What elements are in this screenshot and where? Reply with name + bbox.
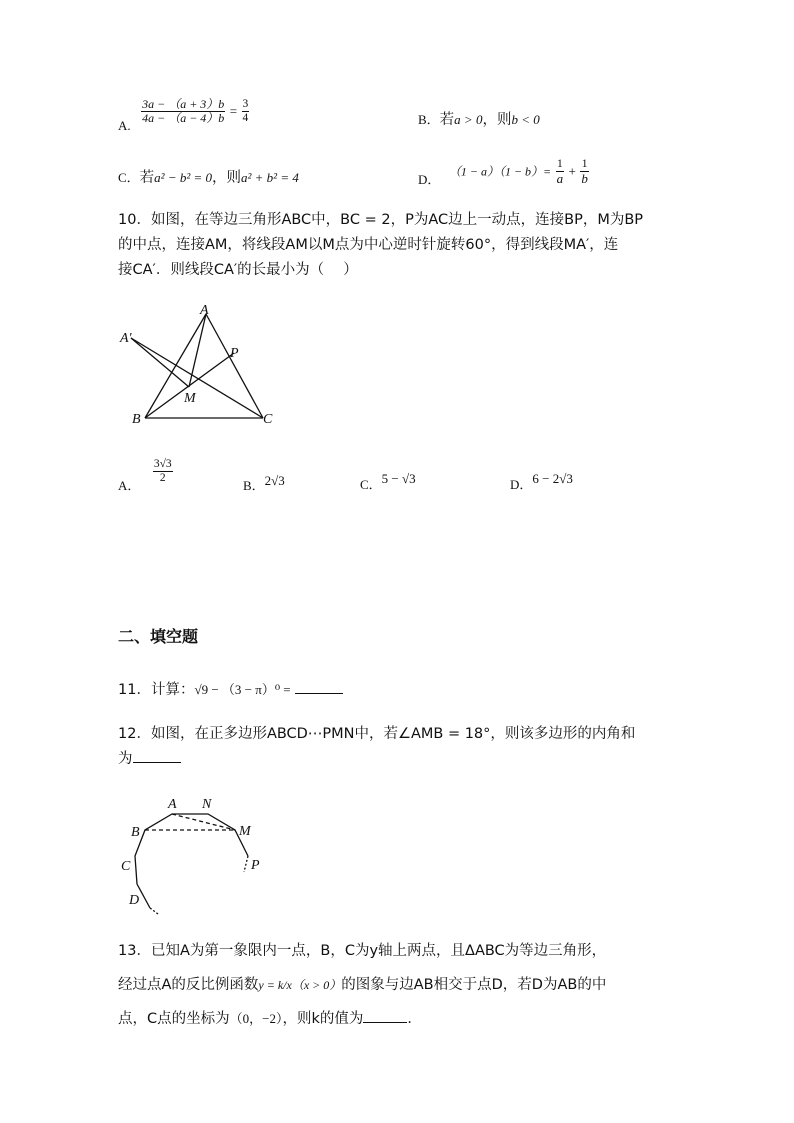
q10-option-a: A． $\frac{3√3}{2}$ bbox=[118, 458, 172, 493]
q10-segment-ab bbox=[145, 314, 206, 418]
q13-stem bbox=[118, 934, 688, 1036]
q12-polygon-edges bbox=[135, 814, 248, 908]
q12-label-n: N bbox=[202, 797, 212, 812]
q10-option-d: D．6 − 2√3 bbox=[510, 471, 573, 492]
q10-option-b: B．2√3 bbox=[243, 473, 285, 493]
q12-label-b: B bbox=[131, 825, 140, 840]
q10-stem-line2: 的中点，连接AM，将线段AM以M点为中心逆时针旋转60°，得到线段MA′，连 bbox=[118, 237, 619, 253]
q9-option-a-rhs: $\frac{3}{4}$ bbox=[242, 98, 249, 124]
q11-answer-blank[interactable] bbox=[295, 679, 343, 694]
q10-segment-ac bbox=[206, 314, 263, 418]
q12-figure bbox=[112, 792, 272, 917]
q12-answer-blank[interactable] bbox=[133, 748, 181, 763]
q11: 11．计算：√9 − （3 − π）⁰ = bbox=[118, 678, 343, 699]
q10-option-a-fraction: $\frac{3√3}{2}$ bbox=[153, 458, 172, 484]
q12-dots-bottom bbox=[150, 908, 158, 914]
q13-answer-blank[interactable] bbox=[363, 1008, 407, 1023]
q13-coordinate: （0，−2） bbox=[229, 1011, 283, 1026]
q10-label-a-prime: A′ bbox=[120, 331, 132, 346]
q10-stem-line1: 10．如图，在等边三角形ABC中，BC = 2，P为AC边上一动点，连接BP，M为BP bbox=[118, 212, 644, 228]
q13-stem-line3: 点，C点的坐标为（0，−2），则k的值为 ． bbox=[118, 1002, 688, 1036]
q12-label-a: A bbox=[168, 797, 177, 812]
q12-dots-right bbox=[244, 856, 248, 872]
q9-option-d-frac1: $\frac{1}{a}$ bbox=[556, 158, 564, 186]
q10-label-m: M bbox=[184, 391, 196, 406]
q9-option-c: C．若a² − b² = 0，则a² + b² = 4 bbox=[118, 170, 299, 186]
q12-label-c: C bbox=[121, 859, 131, 874]
q13-function: y = k/x（x > 0） bbox=[258, 978, 342, 992]
q10-figure bbox=[112, 298, 282, 433]
q13-stem-line1: 13．已知A为第一象限内一点，B，C为y轴上两点，且ΔABC为等边三角形， bbox=[118, 943, 607, 959]
q9-option-d: D． （1 − a）（1 − b）= $\frac{1}{a}$ + $\frac{1}{b}$ bbox=[418, 158, 588, 187]
q12-label-m: M bbox=[239, 824, 251, 839]
q10-segment-ma bbox=[131, 338, 189, 387]
q10-label-a: A bbox=[200, 303, 209, 318]
q10-label-p: P bbox=[230, 346, 239, 361]
q12-label-d: D bbox=[129, 893, 140, 908]
q10-stem-line3: 接CA′．则线段CA′的长最小为（ ） bbox=[118, 262, 358, 278]
q12-segment-am bbox=[172, 814, 235, 830]
q9-option-a: A. $\frac{3a - (a + 3)b}{4a - (a - 4)b}$ = $\frac{3}{4}$ bbox=[118, 97, 249, 133]
q10-stem bbox=[118, 208, 688, 283]
q12-stem-line1: 12．如图，在正多边形ABCD⋯PMN中，若∠AMB = 18°，则该多边形的内角和 bbox=[118, 726, 636, 742]
section-title: 二、填空题 bbox=[118, 627, 199, 646]
q12-stem bbox=[118, 722, 688, 772]
q13-stem-line2: 经过点A的反比例函数y = k/x（x > 0）的图象与边AB相交于点D，若D为AB的中 bbox=[118, 977, 607, 993]
q9-option-a-fraction: $\frac{3a - (a + 3)b}{4a - (a - 4)b}$ bbox=[142, 97, 225, 125]
q9-option-d-frac2: $\frac{1}{b}$ bbox=[581, 158, 588, 186]
q10-label-c: C bbox=[263, 412, 273, 427]
q10-label-b: B bbox=[132, 412, 141, 427]
q9-option-b: B．若a > 0，则b < 0 bbox=[418, 112, 540, 128]
q12-stem-line2: 为 bbox=[118, 747, 688, 772]
q10-option-c: C．5 − √3 bbox=[360, 471, 416, 492]
q12-label-p: P bbox=[251, 858, 260, 873]
q9-option-a-label: A. bbox=[118, 117, 131, 133]
